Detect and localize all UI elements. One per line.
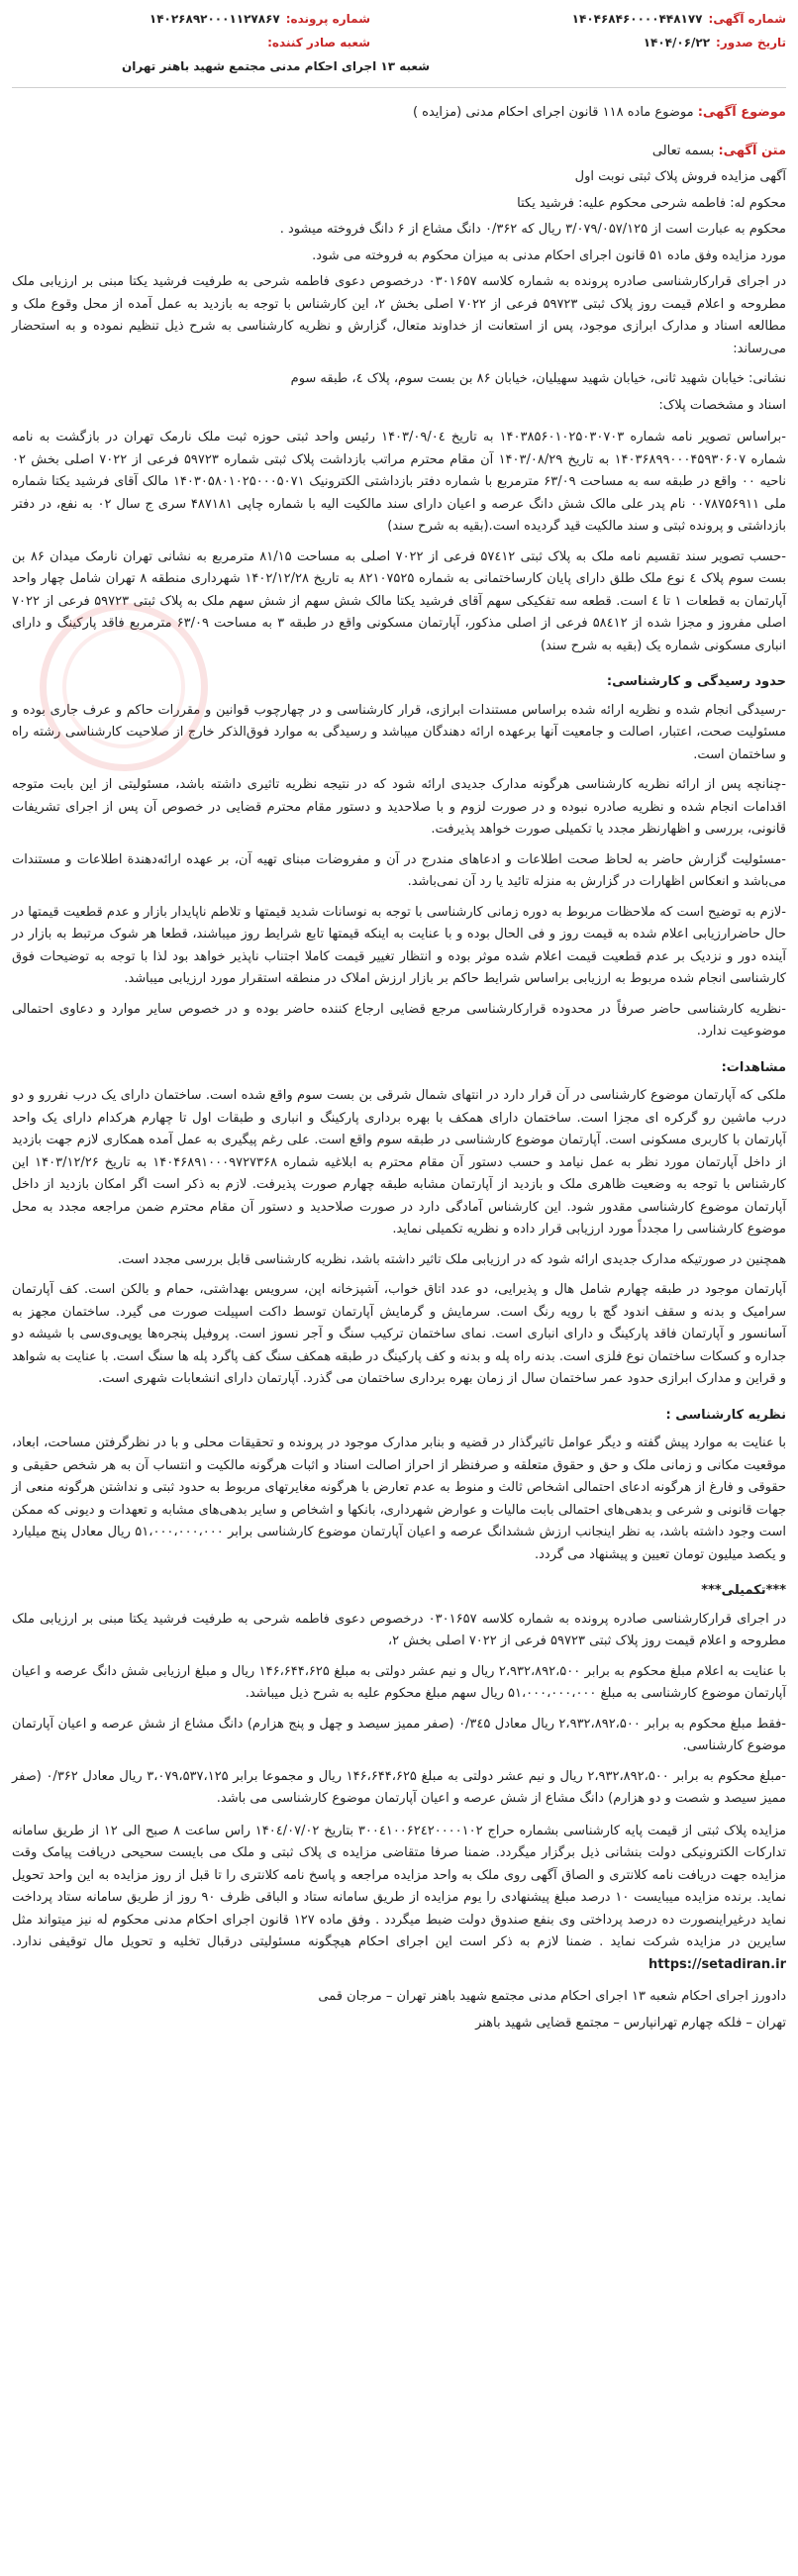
paragraph-5: در اجرای قرارکارشناسی صادره پرونده به شماره کلاسه ۰۳۰۱۶۵۷ درخصوص دعوی فاطمه شرحی به طرفیت فرشید یکتا مبنی بر ارزیابی ملک مطروحه و اعلام قیمت روز پلاک ثبتی ۵۹۷۲۳ فرعی از ۷۰۲۲ اصلی بخش ۲، این کارشناس با توجه به بازدید به عمل آمده از محل وقوع ملک و مطالعه اسناد و مدارک ابرازی موجود، پس از استعانت از خداوند متعال، گزارش و نظریه کارشناسی به شرح ذیل تنظیم نموده و به استحضار می‌رساند: xyxy=(12,274,786,356)
paragraph-25: -فقط مبلغ محکوم به برابر ۲،۹۳۲،۸۹۲،۵۰۰ ریال معادل ۰/۳٤۵ (صفر ممیز سیصد و چهل و پنج هزارم) دانگ مشاع از شش عرصه و اعیان آپارتمان موضوع کارشناسی. xyxy=(12,1716,786,1753)
paragraph-21: با عنایت به موارد پیش گفته و دیگر عوامل تاثیرگذار در قضیه و بنابر مدارک موجود در پرونده و تحقیقات محلی و با در نظرگرفتن مساحت، ابعاد، موقعیت مکانی و زمانی ملک و حق و حقوق متعلقه و صرفنظر از احراز اصالت اسناد و اثبات هرگونه مالکیت و انتساب آن به هر شخص حقیقی و حقوقی و فارغ از هرگونه ادعای احتمالی اشخاص ثالث و منوط به عدم تعارض با هرگونه مغایرتهای مربوط به حدود ثبتی و نداشتن هرگونه منعی از جهات قانونی و شرعی و بدهی‌های احتمالی بابت مالیات و عوارض شهرداری، بانکها و اشخاص و سایر بدهی‌های مشابه و تعهدات و دیونی که ممکن است وجود داشته باشد، به نظر اینجانب ارزش ششدانگ عرصه و اعیان آپارتمان موضوع کارشناسی برابر ۵۱،۰۰۰،۰۰۰،۰۰۰ ریال معادل پنج میلیارد و یکصد میلیون تومان تعیین و پیشنهاد می گردد. xyxy=(12,1436,786,1562)
header-row-issuer-value xyxy=(12,57,430,75)
paragraph-4: مورد مزایده وفق ماده ۵۱ قانون اجرای احکام مدنی به میزان محکوم به فروخته می شود. xyxy=(312,248,786,263)
paragraph-26: -مبلغ محکوم به برابر ۲،۹۳۲،۸۹۲،۵۰۰ ریال و نیم عشر دولتی به مبلغ ۱۴۶،۶۴۴،۶۲۵ ریال و مجموعا برابر ۳،۰۷۹،۵۳۷،۱۲۵ ریال معادل ۰/۳۶۲ (صفر ممیز سیصد و شصت و دو هزارم) دانگ مشاع از شش عرصه و اعیان آپارتمان موضوع کارشناسی می باشد. xyxy=(12,1768,786,1806)
paragraph-17: ملکی که آپارتمان موضوع کارشناسی در آن قرار دارد در انتهای شمال شرقی بن بست سوم واقع شده است. ساختمان دارای یک درب نفررو و دو درب ماشین رو گرکره ای مجزا است. ساختمان دارای همکف با بهره برداری پارکینگ و انباری و طبقات اول تا چهارم هرکدام دارای یک واحد آپارتمان با کاربری مسکونی است. آپارتمان موضوع کارشناسی در طبقه سوم واقع است. علی رغم پیگیری به عمل آمده همکاری لازم جهت بازدید از داخل آپارتمان مورد نظر به عمل نیامد و حسب دستور آن مقام محترم به ابلاغیه شماره ۱۴۰۴۶۸۹۱۰۰۰۹۷۲۷۳۶۸ به تاریخ ۱۴۰۳/۱۲/۲۶ این کارشناس با توجه به وضعیت ظاهری ملک و بازدید از آپارتمان مشابه طبقه چهارم صورت پذیرفت. لازم به ذکر است اگر امکان بازدید از داخل آپارتمان موضوع کارشناسی مقدور شود. این کارشناس آمادگی دارد در صورت صلاحدید و دستور آن مقام محترم ضمن مراجعه مجدد به محل موضوع کارشناسی را مجدداً مورد ارزیابی قرار داده و نظریه تکمیلی نماید. xyxy=(12,1088,786,1237)
paragraph-6: نشانی: خیابان شهید ثانی، خیابان شهید سهیلیان، خیابان ۸۶ بن بست سوم، پلاک ٤، طبقه سوم xyxy=(290,371,786,386)
header-row-issuer xyxy=(12,34,786,51)
notice-number-group xyxy=(572,10,786,28)
case-number: ۱۴۰۲۶۸۹۲۰۰۰۱۱۲۷۸۶۷ xyxy=(149,12,280,26)
paragraph-2: محکوم له: فاطمه شرحی محکوم علیه: فرشید یکتا xyxy=(517,195,786,211)
case-number-label: شماره پرونده: xyxy=(285,12,370,26)
paragraph-1: آگهی مزایده فروش پلاک ثبتی نوبت اول xyxy=(574,169,786,184)
signature-line-1: دادورز اجرای احکام شعبه ۱۳ اجرای احکام مدنی مجتمع شهید باهنر تهران – مرجان قمی xyxy=(318,1989,786,2004)
subject-line xyxy=(12,102,786,125)
issue-date-label: تاریخ صدور: xyxy=(716,36,786,50)
paragraph-0: بسمه تعالی xyxy=(651,143,715,158)
issuer-group xyxy=(267,34,370,51)
website-link[interactable]: https://setadiran.ir xyxy=(648,1956,786,1972)
case-number-group xyxy=(150,10,370,28)
paragraph-19: آپارتمان موجود در طبقه چهارم شامل هال و پذیرایی، دو عدد اتاق خواب، آشپزخانه اپن، سرویس بهداشتی، حمام و بالکن است. کف آپارتمان سرامیک و بدنه و سقف اندود گچ با رویه رنگ است. سرمایش و گرمایش آپارتمان توسط داکت اسپیلت صورت می گیرد. ساختمان مجهز به آسانسور و آپارتمان فاقد پارکینگ و دارای انباری است. نمای ساختمان ترکیب سنگ و آجر نسوز است. پروفیل پنجره‌ها یوپی‌وی‌سی با شیشه دو جداره و کسکات ساختمان نوع فلزی است. بدنه راه پله و بدنه و کف پارکینگ در طبقه همکف سنگ کف پاگرد پله ها سنگ است. با عنایت به شواهد و قراین و مدارک ابرازی حدود عمر ساختمان سال از زمان بهره برداری ساختمان می گذرد. آپارتمان دارای انشعابات شهری است. xyxy=(12,1282,786,1386)
paragraph-15: -نظریه کارشناسی حاضر صرفاً در محدوده قرارکارشناسی مرجع قضایی ارجاع کننده حاضر بوده و در خصوص سایر موارد و دعاوی احتمالی موضوعیت ندارد. xyxy=(12,1001,786,1039)
issuer-value: شعبه ۱۳ اجرای احکام مدنی مجتمع شهید باهنر تهران xyxy=(122,59,430,73)
paragraph-12: -چنانچه پس از ارائه نظریه کارشناسی هرگونه مدارک جدیدی ارائه شود که در نتیجه نظریه تاثیری داشته باشد، مسئولیتی از این بابت متوجه اقدامات انجام شده و نظریه صادره نبوده و در صورت لزوم و با صلاحدید و دستور مقام محترم قضایی در خصوص آن پس از اجرای تشریفات قانونی، بررسی و اظهارنظر مجدد یا تکمیلی صورت خواهد پذیرفت. xyxy=(12,777,786,837)
header-row-numbers xyxy=(12,10,786,28)
paragraph-8: -براساس تصویر نامه شماره ۱۴۰۳۸۵۶۰۱۰۲۵۰۳۰۷۰۳ به تاریخ ۱۴۰۳/۰۹/۰٤ رئیس واحد ثبتی حوزه ثبت ملک نارمک تهران در بازگشت به نامه شماره ۱۴۰۳۶۸۹۹۰۰۰۴۵۹۳۰۶۰۷ به تاریخ ۱۴۰۳/۰۸/۲۹ آن مقام محترم مراتب بازداشت پلاک ثبتی شماره ۵۹۷۲۳ فرعی از ۷۰۲۲ اصلی بخش ۰۲ ناحیه ۰۰ واقع در طبقه سه به مساحت ۶۳/۰۹ مترمربع با شماره دفتر بازداشتی الکترونیک ۱۴۰۳۰۵۸۰۱۰۲۵۰۰۰۵۰۷۱ مالک آقای فرشید یکتا شماره ملی ۰۰۷۸۷۵۶۹۱۱ نام پدر علی مالک شش دانگ عرصه و اعیان دارای سند مالکیت الیه با شماره چاپی ۴۸۷۱۸۱ سری ج سال ۰۲ به نفع، در دفتر بازداشتی و پرونده ثبتی و سند مالکیت قید گردیده است.(بقیه به شرح سند) xyxy=(12,430,787,534)
paragraph-11: -رسیدگی انجام شده و نظریه ارائه شده براساس مستندات ابرازی، قرار کارشناسی و در چهارچوب قوانین و مقررات حاکم و عرف جاری بوده و مسئولیت صحت، اعتبار، اصالت و جامعیت آنها برعهده ارائه دهندگان میباشد و رسیدگی به موارد فوق‌الذکر خارج از صلاحیت کارشناسی رشته راه و ساختمان است. xyxy=(12,702,786,762)
paragraph-14: -لازم به توضیح است که ملاحظات مربوط به دوره زمانی کارشناسی با توجه به نوسانات شدید قیمتها و تلاطم ناپایدار بازار و عدم قطعیت قیمتها در حال حاضرارزیابی اعلام شده به قیمت روز و فی الحال بوده و با عنایت به اینکه قیمتها تابع شرایط روز میباشند، قطعا هر شوک مرتبط به بازار در آینده دور و نزدیک بر عدم قطعیت قیمت اعلام شده موثر بوده و انتظار تغییر قیمت کاملا اجتناب ناپذیر خواهد بود لذا با توجه به توضیحات فوق کارشناسی انجام شده مربوط به ارزیابی براساس شرایط حاکم بر بازار ارزش املاک در منطقه استقرار مورد ارزیابی میباشد. xyxy=(12,904,786,986)
paragraph-10: حدود رسیدگی و کارشناسی: xyxy=(606,674,786,689)
paragraph-13: -مسئولیت گزارش حاضر به لحاظ صحت اطلاعات و ادعاهای مندرج در آن و مفروضات مبنای تهیه آن، بر عهده ارائه‌دهندة اطلاعات و مستندات می‌باشد و انعکاس اظهارات در گزارش به منزله تائید یا رد آن نمی‌باشد. xyxy=(12,851,786,889)
paragraph-23: در اجرای قرارکارشناسی صادره پرونده به شماره کلاسه ۰۳۰۱۶۵۷ درخصوص دعوی فاطمه شرحی به طرفیت فرشید یکتا مبنی بر ارزیابی ملک مطروحه و اعلام قیمت روز پلاک ثبتی ۵۹۷۲۳ فرعی از ۷۰۲۲ اصلی بخش ۲، xyxy=(12,1611,786,1648)
paragraph-9: -حسب تصویر سند تقسیم نامه ملک به پلاک ثبتی ۵۷٤۱۲ فرعی از ۷۰۲۲ اصلی به مساحت ۸۱/۱۵ مترمربع به نشانی تهران نارمک میدان ۸۶ بن بست سوم پلاک ٤ نوع ملک طلق دارای پایان کارساختمانی به شماره ۸۲۱۰۷۵۲۵ به تاریخ ۱۴۰۲/۱۲/۲۸ شهرداری منطقه ۸ تهران شامل چهار واحد آپارتمان به قطعات ۱ تا ٤ است. قطعه سه تفکیکی سهم آقای فرشید یکتا مالک شش سهم از شش سهم ملک به پلاک ثبتی ۵۹۷۲۳ فرعی از ۷۰۲۲ اصلی مفروز و مجزا شده از ۵۸٤۱۲ فرعی از اصلی مذکور، آپارتمان مسکونی واقع در طبقه ۳ به مساحت ۶۳/۰۹ مترمربع فاقد پارکینگ و دارای انباری مسکونی شماره یک (بقیه به شرح سند) xyxy=(12,548,787,653)
issuer-label: شعبه صادر کننده: xyxy=(267,36,370,50)
paragraph-7: اسناد و مشخصات پلاک: xyxy=(658,397,786,413)
paragraph-20: نظریه کارشناسی : xyxy=(665,1407,786,1423)
notice-header xyxy=(12,0,786,88)
notice-text-line xyxy=(12,141,786,163)
notice-body xyxy=(12,88,786,2034)
paragraph-16: مشاهدات: xyxy=(721,1059,786,1075)
signature-line-2: تهران – فلکه چهارم تهرانپارس – مجتمع قضایی شهید باهنر xyxy=(475,2015,786,2031)
paragraph-3: محکوم به عبارت است از ۳/۰۷۹/۰۵۷/۱۲۵ ریال که ۰/۳۶۲ دانگ مشاع از ۶ دانگ فروخته میشود . xyxy=(279,222,786,237)
subject-label: موضوع آگهی: xyxy=(697,105,786,120)
notice-number: ۱۴۰۴۶۸۴۶۰۰۰۰۴۴۸۱۷۷ xyxy=(571,12,703,26)
subject-text: موضوع ماده ۱۱۸ قانون اجرای احکام مدنی (مزایده ) xyxy=(412,105,694,120)
issue-date: ۱۴۰۴/۰۶/۲۲ xyxy=(643,36,711,50)
notice-number-label: شماره آگهی: xyxy=(708,12,786,26)
paragraph-24: با عنایت به اعلام مبلغ محکوم به برابر ۲،۹۳۲،۸۹۲،۵۰۰ ریال و نیم عشر دولتی به مبلغ ۱۴۶،۶۴۴،۶۲۵ ریال و مبلغ ارزیابی شش دانگ عرصه و اعیان آپارتمان موضوع کارشناسی به مبلغ ۵۱،۰۰۰،۰۰۰،۰۰۰ ریال سهم مبلغ محکوم علیه به شرح ذیل میباشد. xyxy=(12,1663,787,1701)
paragraph-27: مزایده پلاک ثبتی از قیمت پایه کارشناسی بشماره حراج ۳۰۰٤۱۰۰۶۲٤۲۰۰۰۰۱۰۲ بتاریخ ۱۴۰٤/۰۷/۰۲ راس ساعت ۸ صبح الی ۱۲ از طریق سامانه تدارکات الکترونیکی دولت بنشانی ذیل برگزار میگردد. ضمنا صرفا متقاضی مزایده ی پلاک ثبتی و ملک می بایست سحیحی دریافت پیامک وقت مزایده جهت دریافت نامه کلانتری و الصاق آگهی روی ملک به واحد مزایده مراجعه و پاسخ نامه کلانتری را تا قبل از روز مزایده به این واحد تحویل نماید. برنده مزایده میبایست ۱۰ درصد مبلغ پیشنهادی را یوم مزایده از طریق سامانه ستاد و الباقی ظرف ۹۰ روز از طریق سامانه ستاد پرداخت نماید درغیراینصورت ده درصد پرداختی وی بنفع صندوق دولت ضبط میگردد . وفق ماده ۱۲۷ قانون اجرای احکام مدنی محکوم له نیز میتواند مثل سایرین در مزایده شرکت نماید . ضمنا لازم به ذکر است این اجرای احکام هیچگونه مسئولیتی درقبال تخلیه و تحویل مال توقیفی ندارد. xyxy=(12,1823,787,1949)
issue-date-group xyxy=(644,34,786,51)
auction-paragraph xyxy=(12,1821,786,1977)
text-label: متن آگهی: xyxy=(718,143,786,158)
paragraph-18: همچنین در صورتیکه مدارک جدیدی ارائه شود که در ارزیابی ملک تاثیر داشته باشد، نظریه کارشناسی قابل بررسی مجدد است. xyxy=(117,1251,786,1267)
paragraph-22: ***تکمیلی*** xyxy=(701,1583,786,1598)
